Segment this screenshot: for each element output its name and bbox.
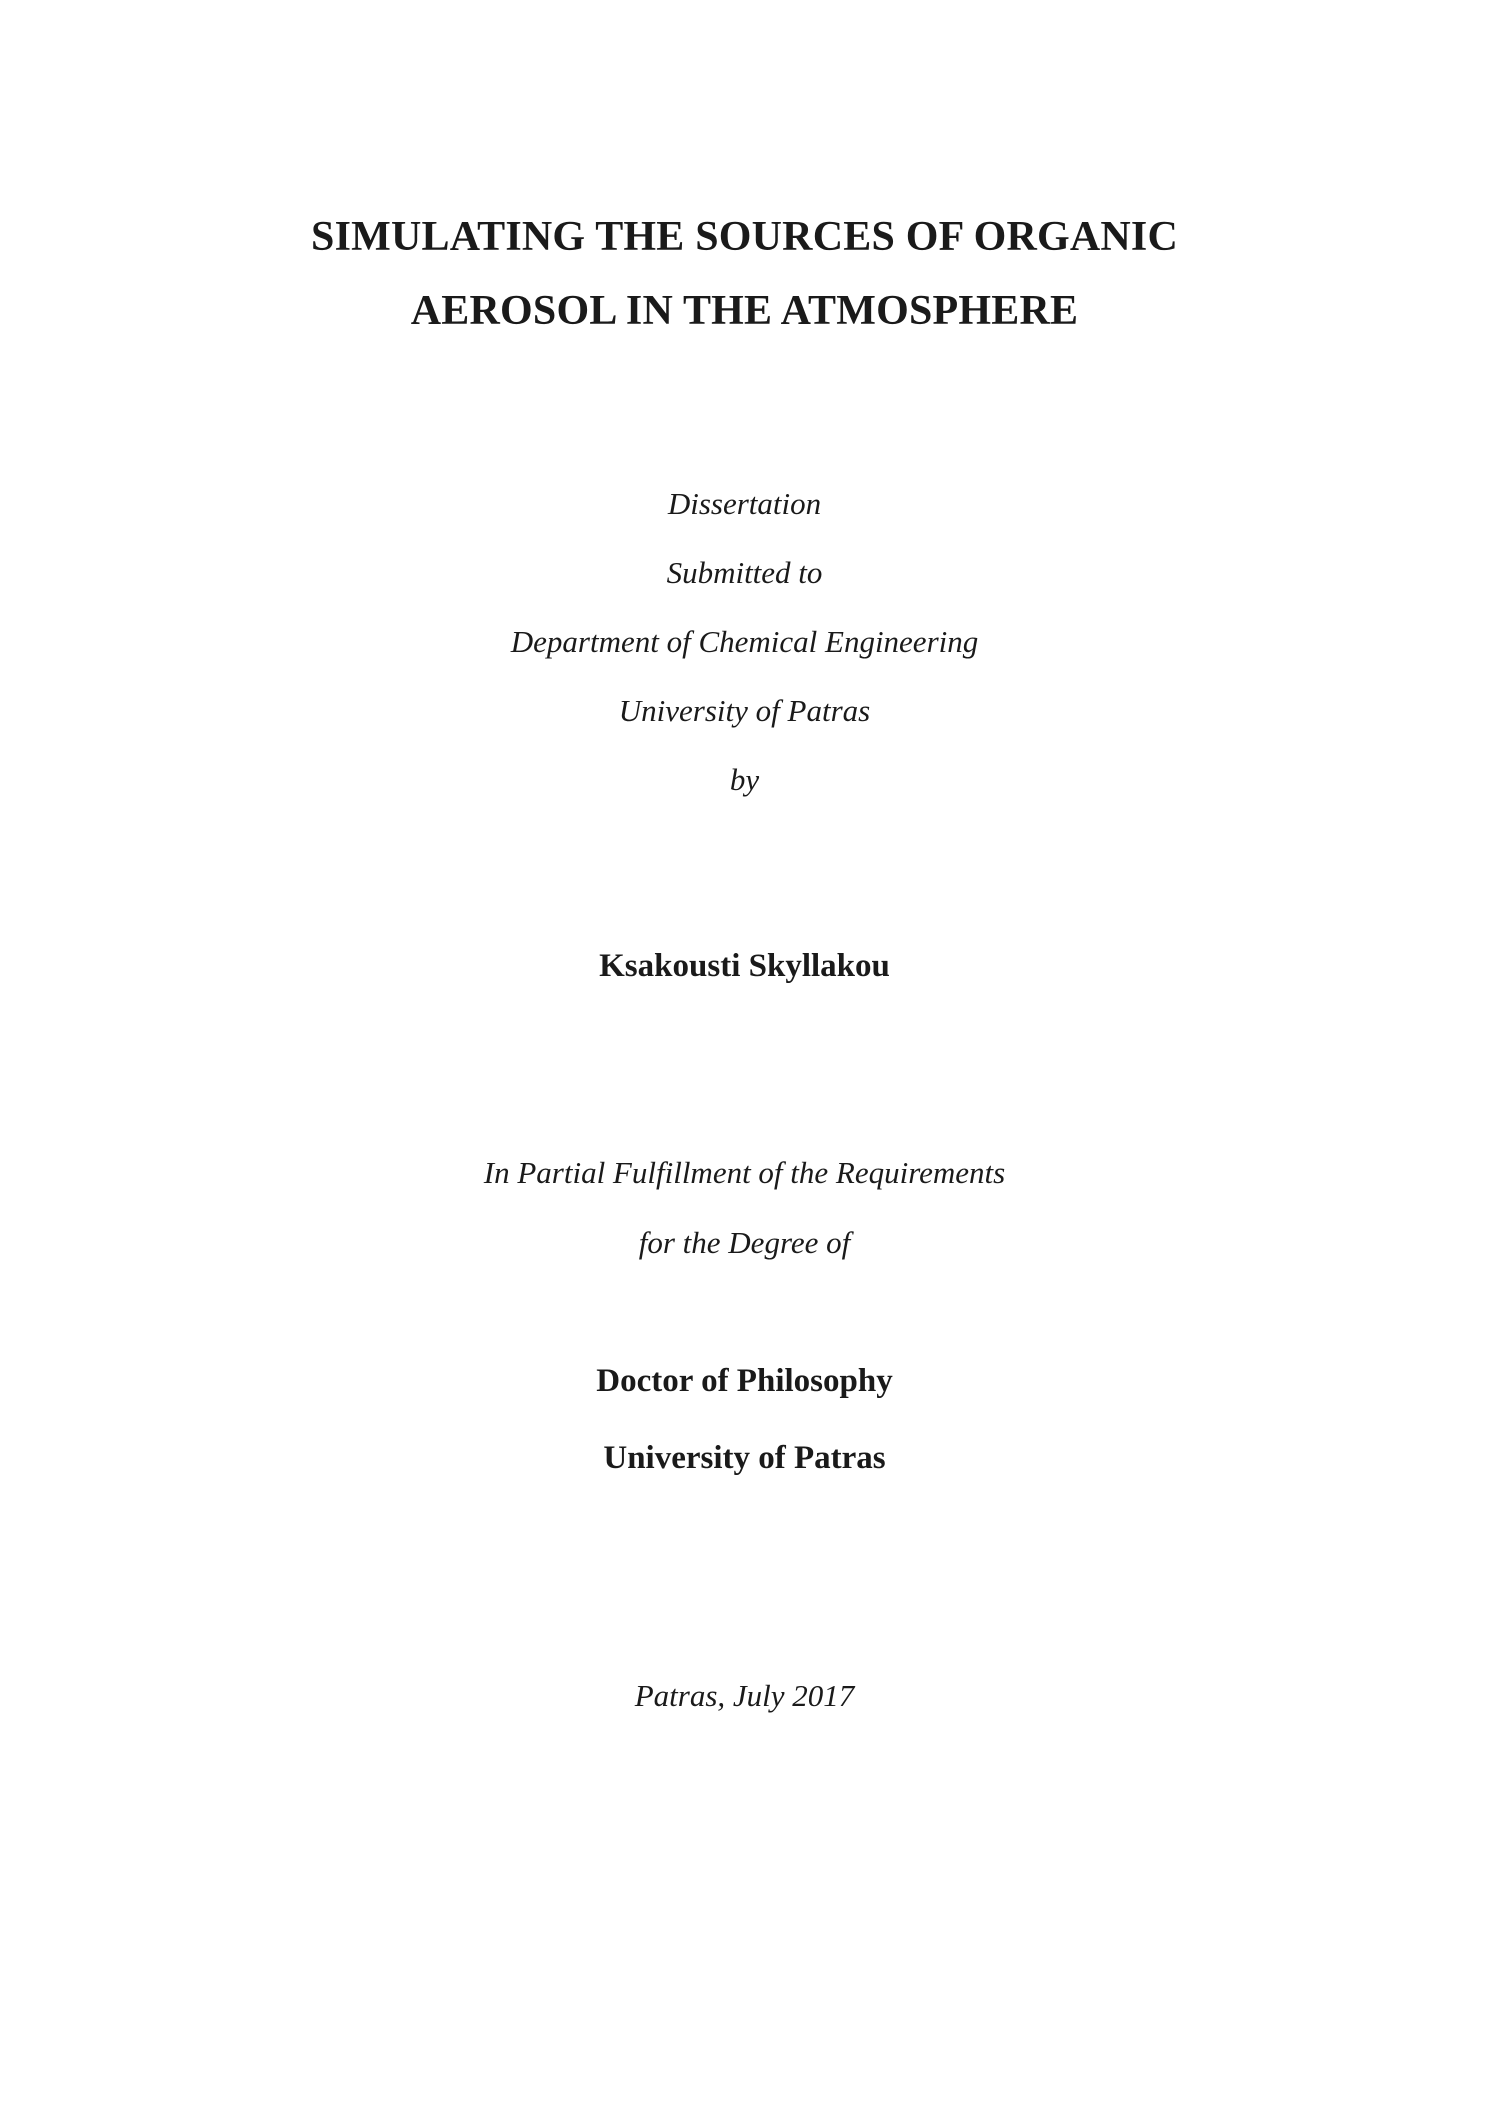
title-line-2: AEROSOL IN THE ATMOSPHERE: [410, 288, 1079, 334]
degree-name: Doctor of Philosophy: [596, 1363, 893, 1399]
dissertation-label: Dissertation: [667, 486, 822, 521]
fulfillment-line-1: In Partial Fulfillment of the Requirements: [483, 1155, 1006, 1190]
fulfillment-line-2: for the Degree of: [638, 1225, 851, 1260]
place-date: Patras, July 2017: [634, 1678, 855, 1713]
department-name: Department of Chemical Engineering: [510, 624, 979, 659]
submitted-to-label: Submitted to: [666, 555, 823, 590]
by-label: by: [729, 762, 760, 797]
title-line-1: SIMULATING THE SOURCES OF ORGANIC: [311, 214, 1178, 260]
university-name: University of Patras: [618, 693, 871, 728]
author-name: Ksakousti Skyllakou: [599, 948, 890, 984]
degree-institution: University of Patras: [603, 1440, 886, 1476]
